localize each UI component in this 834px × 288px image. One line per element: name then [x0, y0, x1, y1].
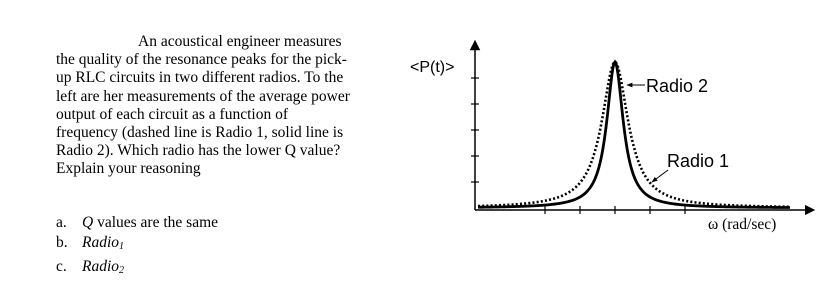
radio-1-pointer — [652, 170, 668, 182]
choice-letter: c. — [56, 258, 67, 275]
radio-2-label: Radio 2 — [646, 76, 709, 96]
question-line: frequency (dashed line is Radio 1, solid line is — [56, 124, 344, 142]
choice-text: Radio — [82, 234, 120, 251]
choice-symbol: Q — [82, 214, 94, 231]
question-line: output of each circuit as a function of — [56, 105, 288, 123]
question-line: the quality of the resonance peaks for the pick- — [56, 51, 347, 69]
question-line: An acoustical engineer measures — [138, 33, 342, 50]
choice-subscript: 1 — [119, 241, 125, 252]
choice-letter: a. — [56, 214, 67, 231]
choice-text: values are the same — [93, 214, 219, 231]
question-line: left are her measurements of the average power — [56, 87, 350, 105]
radio-1-curve — [478, 62, 790, 207]
choice-subscript: 2 — [119, 265, 125, 276]
choice-letter: b. — [56, 234, 68, 251]
x-axis-label: ω (rad/sec) — [708, 216, 777, 233]
radio-2-curve — [478, 62, 790, 208]
y-axis-label: <P(t)> — [410, 59, 455, 76]
question-line: Explain your reasoning — [56, 160, 201, 178]
choice-text: Radio — [82, 258, 120, 275]
question-line: up RLC circuits in two different radios. To the — [56, 69, 344, 87]
question-line: Radio 2). Which radio has the lower Q value? — [56, 142, 341, 160]
radio-1-label: Radio 1 — [667, 151, 730, 171]
